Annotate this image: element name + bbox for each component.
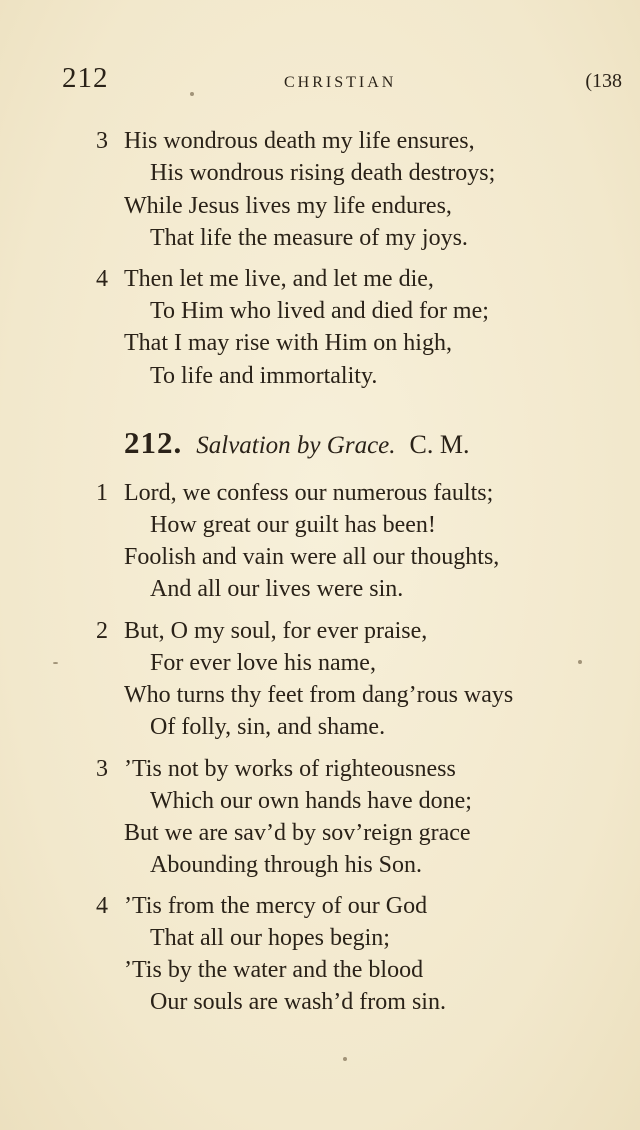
verse-number: 3 (96, 128, 108, 154)
hymn-title: Salvation by Grace. (196, 432, 396, 459)
hymn-heading (124, 425, 469, 461)
hymn-meter: C. M. (409, 430, 470, 459)
hymn-number: 212. (124, 425, 183, 460)
verse-line: His wondrous rising death destroys; (150, 160, 496, 186)
verse-line: Then let me live, and let me die, (124, 266, 434, 292)
verse-line: For ever love his name, (150, 650, 376, 676)
verse-line: But, O my soul, for ever praise, (124, 618, 428, 644)
page-number: 212 (62, 62, 109, 94)
verse-number: 1 (96, 480, 108, 506)
verse-line: While Jesus lives my life endures, (124, 193, 452, 219)
verse-line: Lord, we confess our numerous faults; (124, 480, 494, 506)
verse-line: That all our hopes begin; (150, 925, 390, 951)
verse-number: 4 (96, 266, 108, 292)
verse-line: That life the measure of my joys. (150, 225, 468, 251)
paper-speck (578, 660, 582, 664)
page-header (62, 62, 622, 102)
paper-speck (53, 662, 58, 664)
verse-line: How great our guilt has been! (150, 512, 436, 538)
paper-speck (343, 1057, 347, 1061)
verse-number: 3 (96, 756, 108, 782)
verse-line: But we are sav’d by sov’reign grace (124, 820, 471, 846)
verse-line: That I may rise with Him on high, (124, 330, 452, 356)
verse-line: Who turns thy feet from dang’rous ways (124, 682, 514, 708)
verse-line: ’Tis from the mercy of our God (124, 893, 428, 919)
verse-line: ’Tis not by works of righteousness (124, 756, 456, 782)
verse-line: Foolish and vain were all our thoughts, (124, 544, 500, 570)
header-right-fragment: (138 (585, 70, 622, 92)
verse-line: Abounding through his Son. (150, 852, 423, 878)
verse-line: Of folly, sin, and shame. (150, 714, 386, 740)
verse-line: And all our lives were sin. (150, 576, 404, 602)
verse-line: Our souls are wash’d from sin. (150, 989, 446, 1015)
verse-number: 4 (96, 893, 108, 919)
verse-line: Which our own hands have done; (150, 788, 472, 814)
running-title: CHRISTIAN (284, 74, 397, 91)
verse-line: To life and immortality. (150, 363, 378, 389)
verse-line: ’Tis by the water and the blood (124, 957, 424, 983)
verse-number: 2 (96, 618, 108, 644)
paper-speck (190, 92, 194, 96)
verse-line: To Him who lived and died for me; (150, 298, 489, 324)
verse-line: His wondrous death my life ensures, (124, 128, 475, 154)
